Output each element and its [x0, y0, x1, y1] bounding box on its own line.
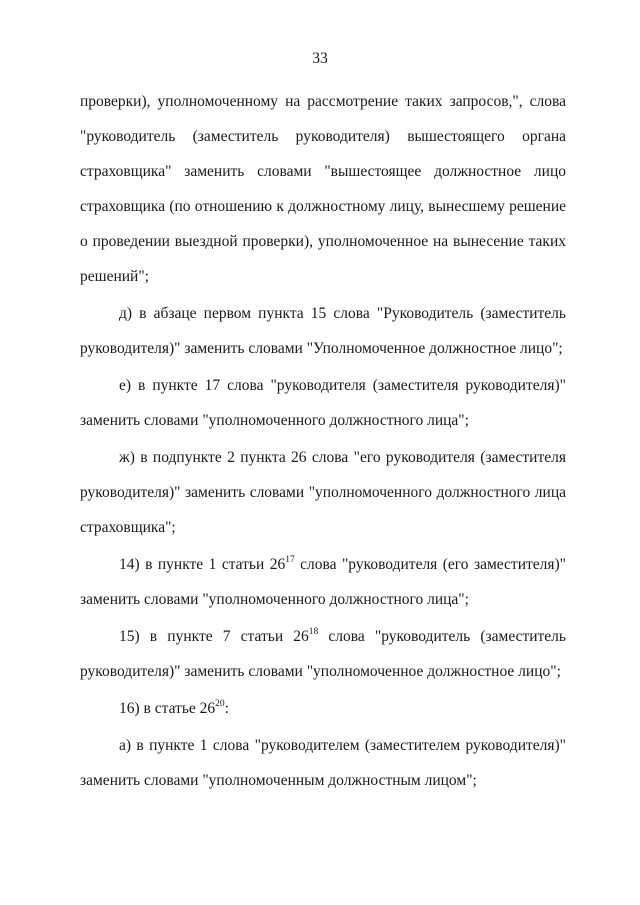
paragraph-15-rest: слова "руководитель (заместитель руководителя)" заменить словами "уполномоченное должностное лицо"; [80, 628, 566, 680]
article-superscript-17: 17 [285, 554, 295, 565]
article-superscript-18: 18 [308, 626, 319, 637]
paragraph-16-rest: : [224, 700, 229, 717]
paragraph-15-lead: 15) в пункте 7 статьи 26 [119, 628, 309, 645]
document-body [80, 84, 566, 798]
paragraph-item-zh: ж) в подпункте 2 пункта 26 слова "его руководителя (заместителя руководителя)" заменить словами "уполномоченного должностного лица страховщика"; [80, 449, 566, 536]
paragraph-14-rest: слова "руководителя (его заместителя)" заменить словами "уполномоченного должностного лица"; [80, 556, 566, 608]
paragraph-continuation: проверки), уполномоченному на рассмотрение таких запросов,", слова "руководитель (заместитель руководителя) вышестоящего органа страховщика" заменить словами "вышестоящее должностное лицо страховщика (по отношению к должностному лицу, вынесшему решение о проведении выездной проверки), уполномоченное на вынесение таких решений"; [80, 93, 566, 285]
paragraph-item-d: д) в абзаце первом пункта 15 слова "Руководитель (заместитель руководителя)" заменить словами "Уполномоченное должностное лицо"; [80, 305, 566, 357]
page-number: 33 [312, 50, 328, 67]
paragraph-item-a: а) в пункте 1 слова "руководителем (заместителем руководителя)" заменить словами "уполномоченным должностным лицом"; [80, 737, 566, 789]
paragraph-item-14 [80, 547, 566, 617]
paragraph-item-e: е) в пункте 17 слова "руководителя (заместителя руководителя)" заменить словами "уполномоченного должностного лица"; [80, 377, 566, 429]
paragraph-item-16 [80, 691, 566, 726]
paragraph-item-15 [80, 619, 566, 689]
paragraph-14-lead: 14) в пункте 1 статьи 26 [119, 556, 286, 573]
paragraph-16-lead: 16) в статье 26 [119, 700, 216, 717]
article-superscript-20: 20 [215, 698, 225, 709]
